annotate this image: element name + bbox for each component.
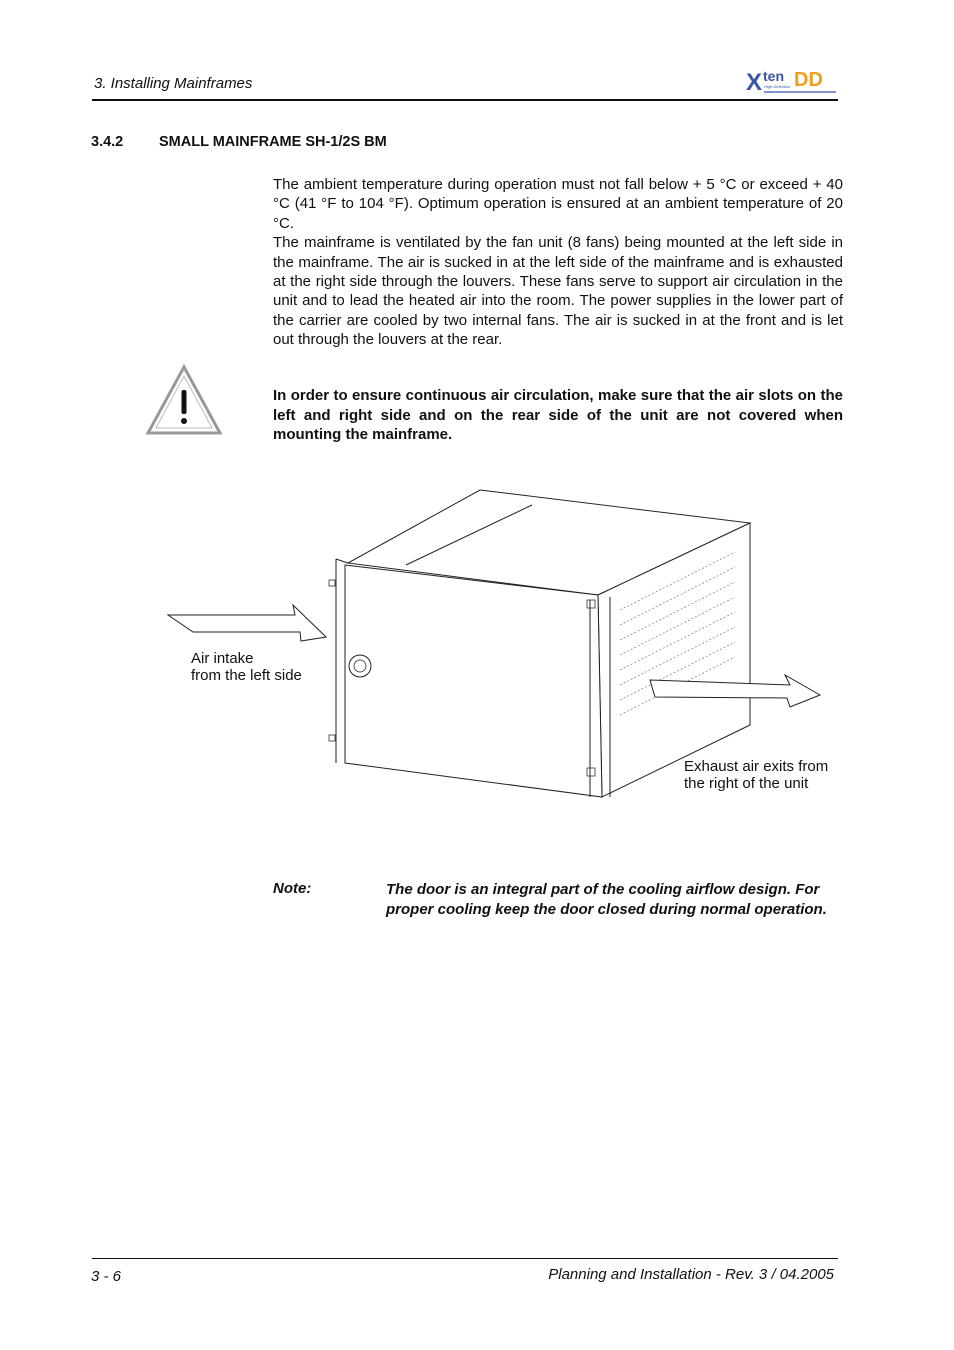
- chassis-front-door: [345, 565, 602, 797]
- note-text: The door is an integral part of the cooling airflow design. For proper cooling keep the door closed during normal operation.: [386, 881, 827, 918]
- note-label: Note:: [273, 880, 312, 897]
- body-text: [273, 175, 843, 350]
- header-rule: [92, 99, 838, 101]
- paragraph-temperature: The ambient temperature during operation must not fall below + 5 °C or exceed + 40 °C (41 °F to 104 °F). Optimum operation is ensured at an ambient temperature of 20 °C.: [273, 176, 843, 232]
- air-intake-label: [191, 650, 302, 684]
- exhaust-label-line1: Exhaust air exits from: [684, 758, 829, 775]
- warning-text: In order to ensure continuous air circulation, make sure that the air slots on the left and right side and on the rear side of the unit are not covered when mounting the mainframe.: [273, 387, 843, 444]
- air-intake-arrow: [168, 605, 326, 641]
- warning-triangle-icon: [145, 364, 223, 436]
- footer-document-info: Planning and Installation - Rev. 3 / 04.2005: [548, 1266, 834, 1283]
- air-intake-label-line1: Air intake: [191, 650, 254, 667]
- xtendd-logo: [746, 66, 838, 96]
- svg-text:High Definition: High Definition: [764, 84, 791, 89]
- footer-rule: [92, 1258, 838, 1259]
- air-intake-label-line2: from the left side: [191, 667, 302, 684]
- svg-text:DD: DD: [794, 69, 823, 91]
- section-number: 3.4.2: [91, 134, 124, 150]
- exhaust-label: [684, 758, 828, 792]
- page-number: 3 - 6: [91, 1268, 122, 1285]
- mainframe-airflow-diagram: [160, 485, 830, 805]
- section-title: SMALL MAINFRAME SH-1/2S BM: [159, 134, 387, 150]
- paragraph-ventilation: The mainframe is ventilated by the fan unit (8 fans) being mounted at the left side in the mainframe. The air is sucked in at the left side of the mainframe and is exhausted at the right side through the louvers. These fans serve to support air circulation in the unit and to lead the heated air into the room. The power supplies in the lower part of the carrier are cooled by two internal fans. The air is sucked in at the front and is let out through the louvers at the rear.: [273, 234, 843, 349]
- chapter-header: 3. Installing Mainframes: [94, 75, 253, 92]
- svg-text:X: X: [746, 69, 763, 96]
- svg-text:ten: ten: [763, 68, 784, 84]
- exhaust-label-line2: the right of the unit: [684, 775, 809, 792]
- door-lock: [349, 655, 371, 677]
